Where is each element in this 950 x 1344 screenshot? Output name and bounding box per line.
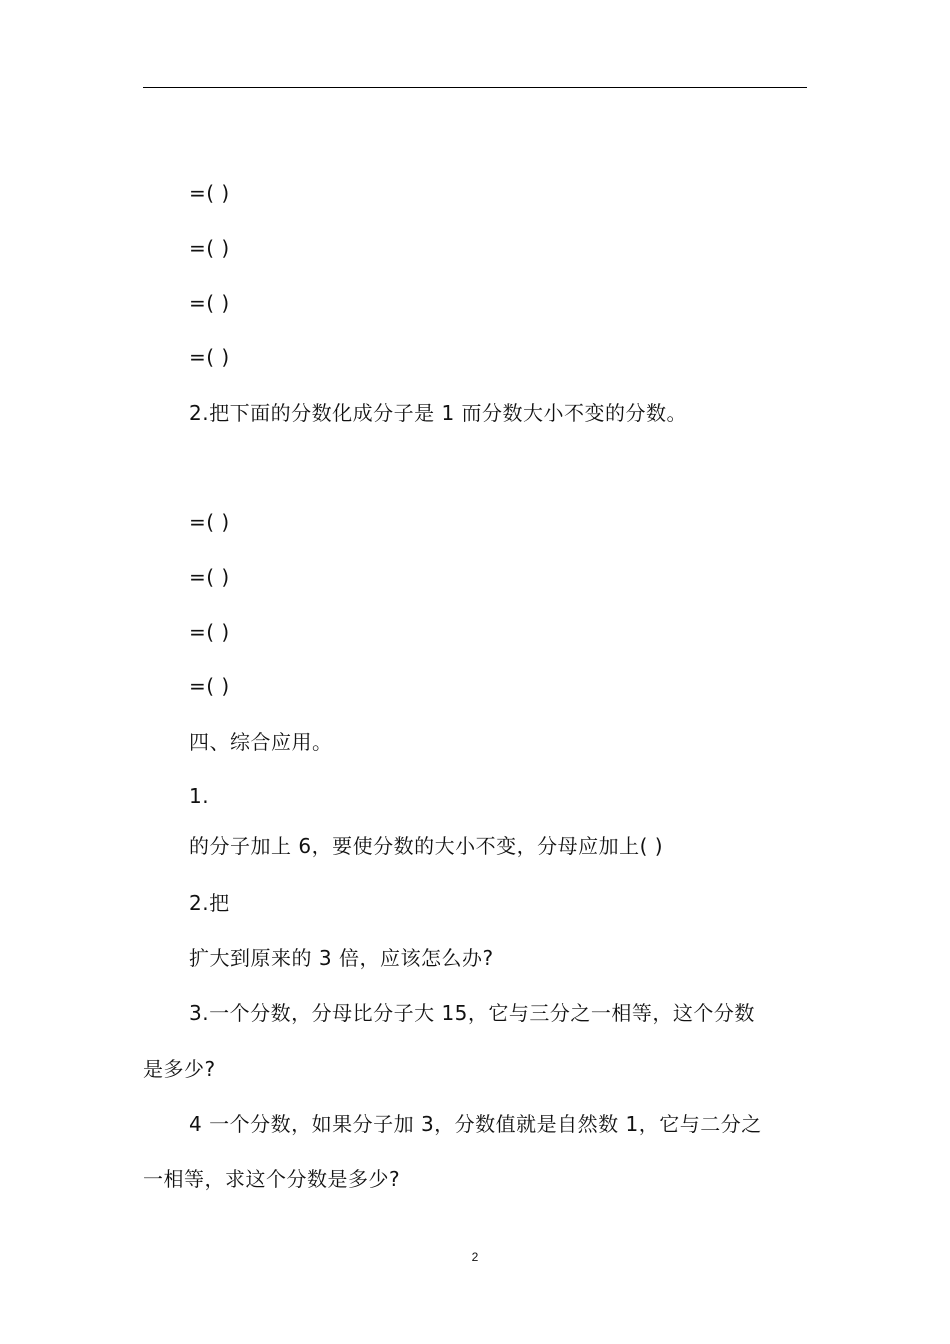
q4-line1: 4 一个分数，如果分子加 3，分数值就是自然数 1，它与二分之 — [189, 1112, 762, 1136]
q4-line2: 一相等，求这个分数是多少? — [143, 1167, 401, 1191]
section4-title: 四、综合应用。 — [189, 730, 333, 754]
q3-line2: 是多少? — [143, 1057, 216, 1081]
q3-line1: 3.一个分数，分母比分子大 15，它与三分之一相等，这个分数 — [189, 1001, 755, 1025]
blank-a-2: =( ) — [189, 236, 230, 260]
q1-number: 1. — [189, 784, 210, 808]
q2-text: 扩大到原来的 3 倍，应该怎么办? — [189, 946, 494, 970]
blank-b-1: =( ) — [189, 510, 230, 534]
page-number: 2 — [471, 1250, 479, 1264]
blank-b-2: =( ) — [189, 565, 230, 589]
blank-a-1: =( ) — [189, 181, 230, 205]
q1-text: 的分子加上 6，要使分数的大小不变，分母应加上( ) — [189, 834, 664, 858]
blank-a-4: =( ) — [189, 345, 230, 369]
q2-instruction: 2.把下面的分数化成分子是 1 而分数大小不变的分数。 — [189, 401, 688, 425]
header-rule — [143, 87, 807, 88]
blank-b-4: =( ) — [189, 674, 230, 698]
blank-b-3: =( ) — [189, 620, 230, 644]
blank-a-3: =( ) — [189, 291, 230, 315]
q2-number: 2.把 — [189, 891, 230, 915]
